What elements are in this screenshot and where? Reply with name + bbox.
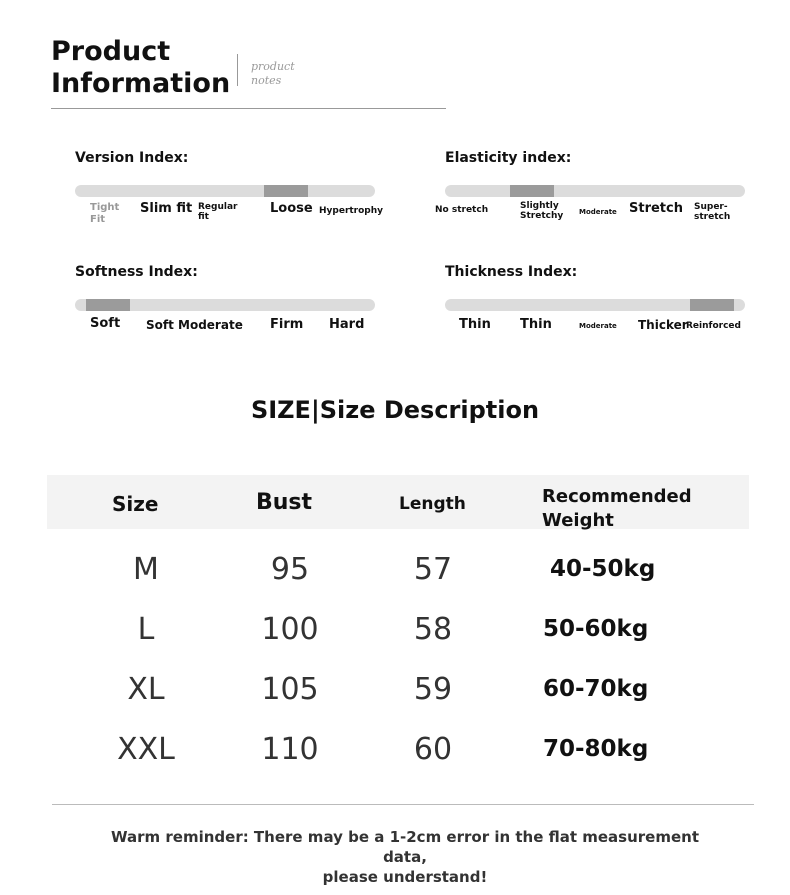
version-tick-regular-fit: Regular fit	[198, 202, 238, 223]
page-subtitle	[251, 60, 295, 88]
cell-length: 58	[413, 612, 453, 647]
page-title	[51, 36, 230, 100]
elasticity-tick-no-stretch: No stretch	[435, 205, 489, 215]
softness-index-track	[75, 299, 375, 311]
elasticity-tick-slightly-stretchy: Slightly Stretchy	[520, 201, 564, 222]
cell-bust: 110	[261, 732, 319, 767]
cell-length: 60	[413, 732, 453, 767]
elasticity-tick-super-stretch: Super-stretch	[694, 202, 731, 223]
elasticity-index-marker	[510, 185, 554, 197]
version-tick-hypertrophy: Hypertrophy	[319, 206, 384, 216]
elasticity-tick-moderate: Moderate	[579, 208, 617, 216]
thickness-index-marker	[690, 299, 734, 311]
cell-weight: 50-60kg	[543, 616, 649, 642]
softness-tick-hard: Hard	[329, 317, 365, 332]
version-tick-loose: Loose	[270, 201, 313, 216]
thickness-tick-thin-1: Thin	[459, 317, 491, 332]
elasticity-tick-stretch: Stretch	[629, 201, 683, 216]
cell-length: 57	[413, 552, 453, 587]
version-index-marker	[264, 185, 308, 197]
cell-weight: 60-70kg	[543, 676, 649, 702]
page-title-line2: Information	[51, 68, 231, 99]
version-index-title: Version Index:	[75, 150, 189, 166]
table-row	[47, 542, 749, 602]
page-subtitle-line1: product	[251, 60, 295, 73]
header-rule	[51, 108, 446, 109]
column-header-length: Length	[399, 494, 466, 514]
column-header-size: Size	[112, 492, 159, 516]
cell-bust: 100	[261, 612, 319, 647]
softness-index	[75, 264, 385, 354]
cell-size: L	[137, 612, 155, 647]
size-table-header	[47, 475, 749, 529]
cell-size: XL	[127, 672, 165, 707]
version-tick-tight-fit: Tight Fit	[90, 202, 120, 225]
thickness-tick-reinforced: Reinforced	[686, 321, 741, 331]
header-divider	[237, 54, 238, 86]
thickness-tick-thicker: Thicker	[638, 318, 688, 332]
page-title-line1: Product	[51, 36, 171, 67]
cell-bust: 105	[261, 672, 319, 707]
elasticity-index-track	[445, 185, 745, 197]
softness-index-title: Softness Index:	[75, 264, 198, 280]
softness-tick-soft-moderate: Soft Moderate	[146, 318, 243, 332]
cell-size: M	[133, 552, 159, 587]
softness-index-marker	[86, 299, 130, 311]
page-subtitle-line2: notes	[251, 74, 282, 87]
footer-rule	[52, 804, 754, 805]
softness-tick-firm: Firm	[270, 317, 304, 332]
cell-weight: 40-50kg	[550, 556, 656, 582]
thickness-tick-moderate: Moderate	[579, 322, 617, 330]
table-row	[47, 662, 749, 722]
table-row	[47, 602, 749, 662]
version-index	[75, 150, 385, 240]
elasticity-index	[435, 150, 755, 240]
cell-size: XXL	[117, 732, 175, 767]
version-tick-slim-fit: Slim fit	[140, 201, 193, 216]
thickness-index-track	[445, 299, 745, 311]
column-header-weight: Recommended Weight	[542, 486, 692, 531]
cell-bust: 95	[270, 552, 310, 587]
size-section-heading: SIZE|Size Description	[250, 396, 540, 424]
warm-reminder	[95, 827, 715, 887]
column-header-bust: Bust	[256, 490, 313, 515]
table-row	[47, 722, 749, 782]
elasticity-index-title: Elasticity index:	[445, 150, 572, 166]
warm-reminder-line2: please understand!	[322, 868, 488, 886]
size-table	[47, 475, 749, 782]
thickness-tick-thin-2: Thin	[520, 317, 552, 332]
softness-tick-soft: Soft	[90, 316, 121, 331]
thickness-index	[445, 264, 755, 354]
version-index-track	[75, 185, 375, 197]
warm-reminder-line1: Warm reminder: There may be a 1-2cm error in the flat measurement data,	[111, 828, 699, 866]
cell-weight: 70-80kg	[543, 736, 649, 762]
thickness-index-title: Thickness Index:	[445, 264, 578, 280]
cell-length: 59	[413, 672, 453, 707]
